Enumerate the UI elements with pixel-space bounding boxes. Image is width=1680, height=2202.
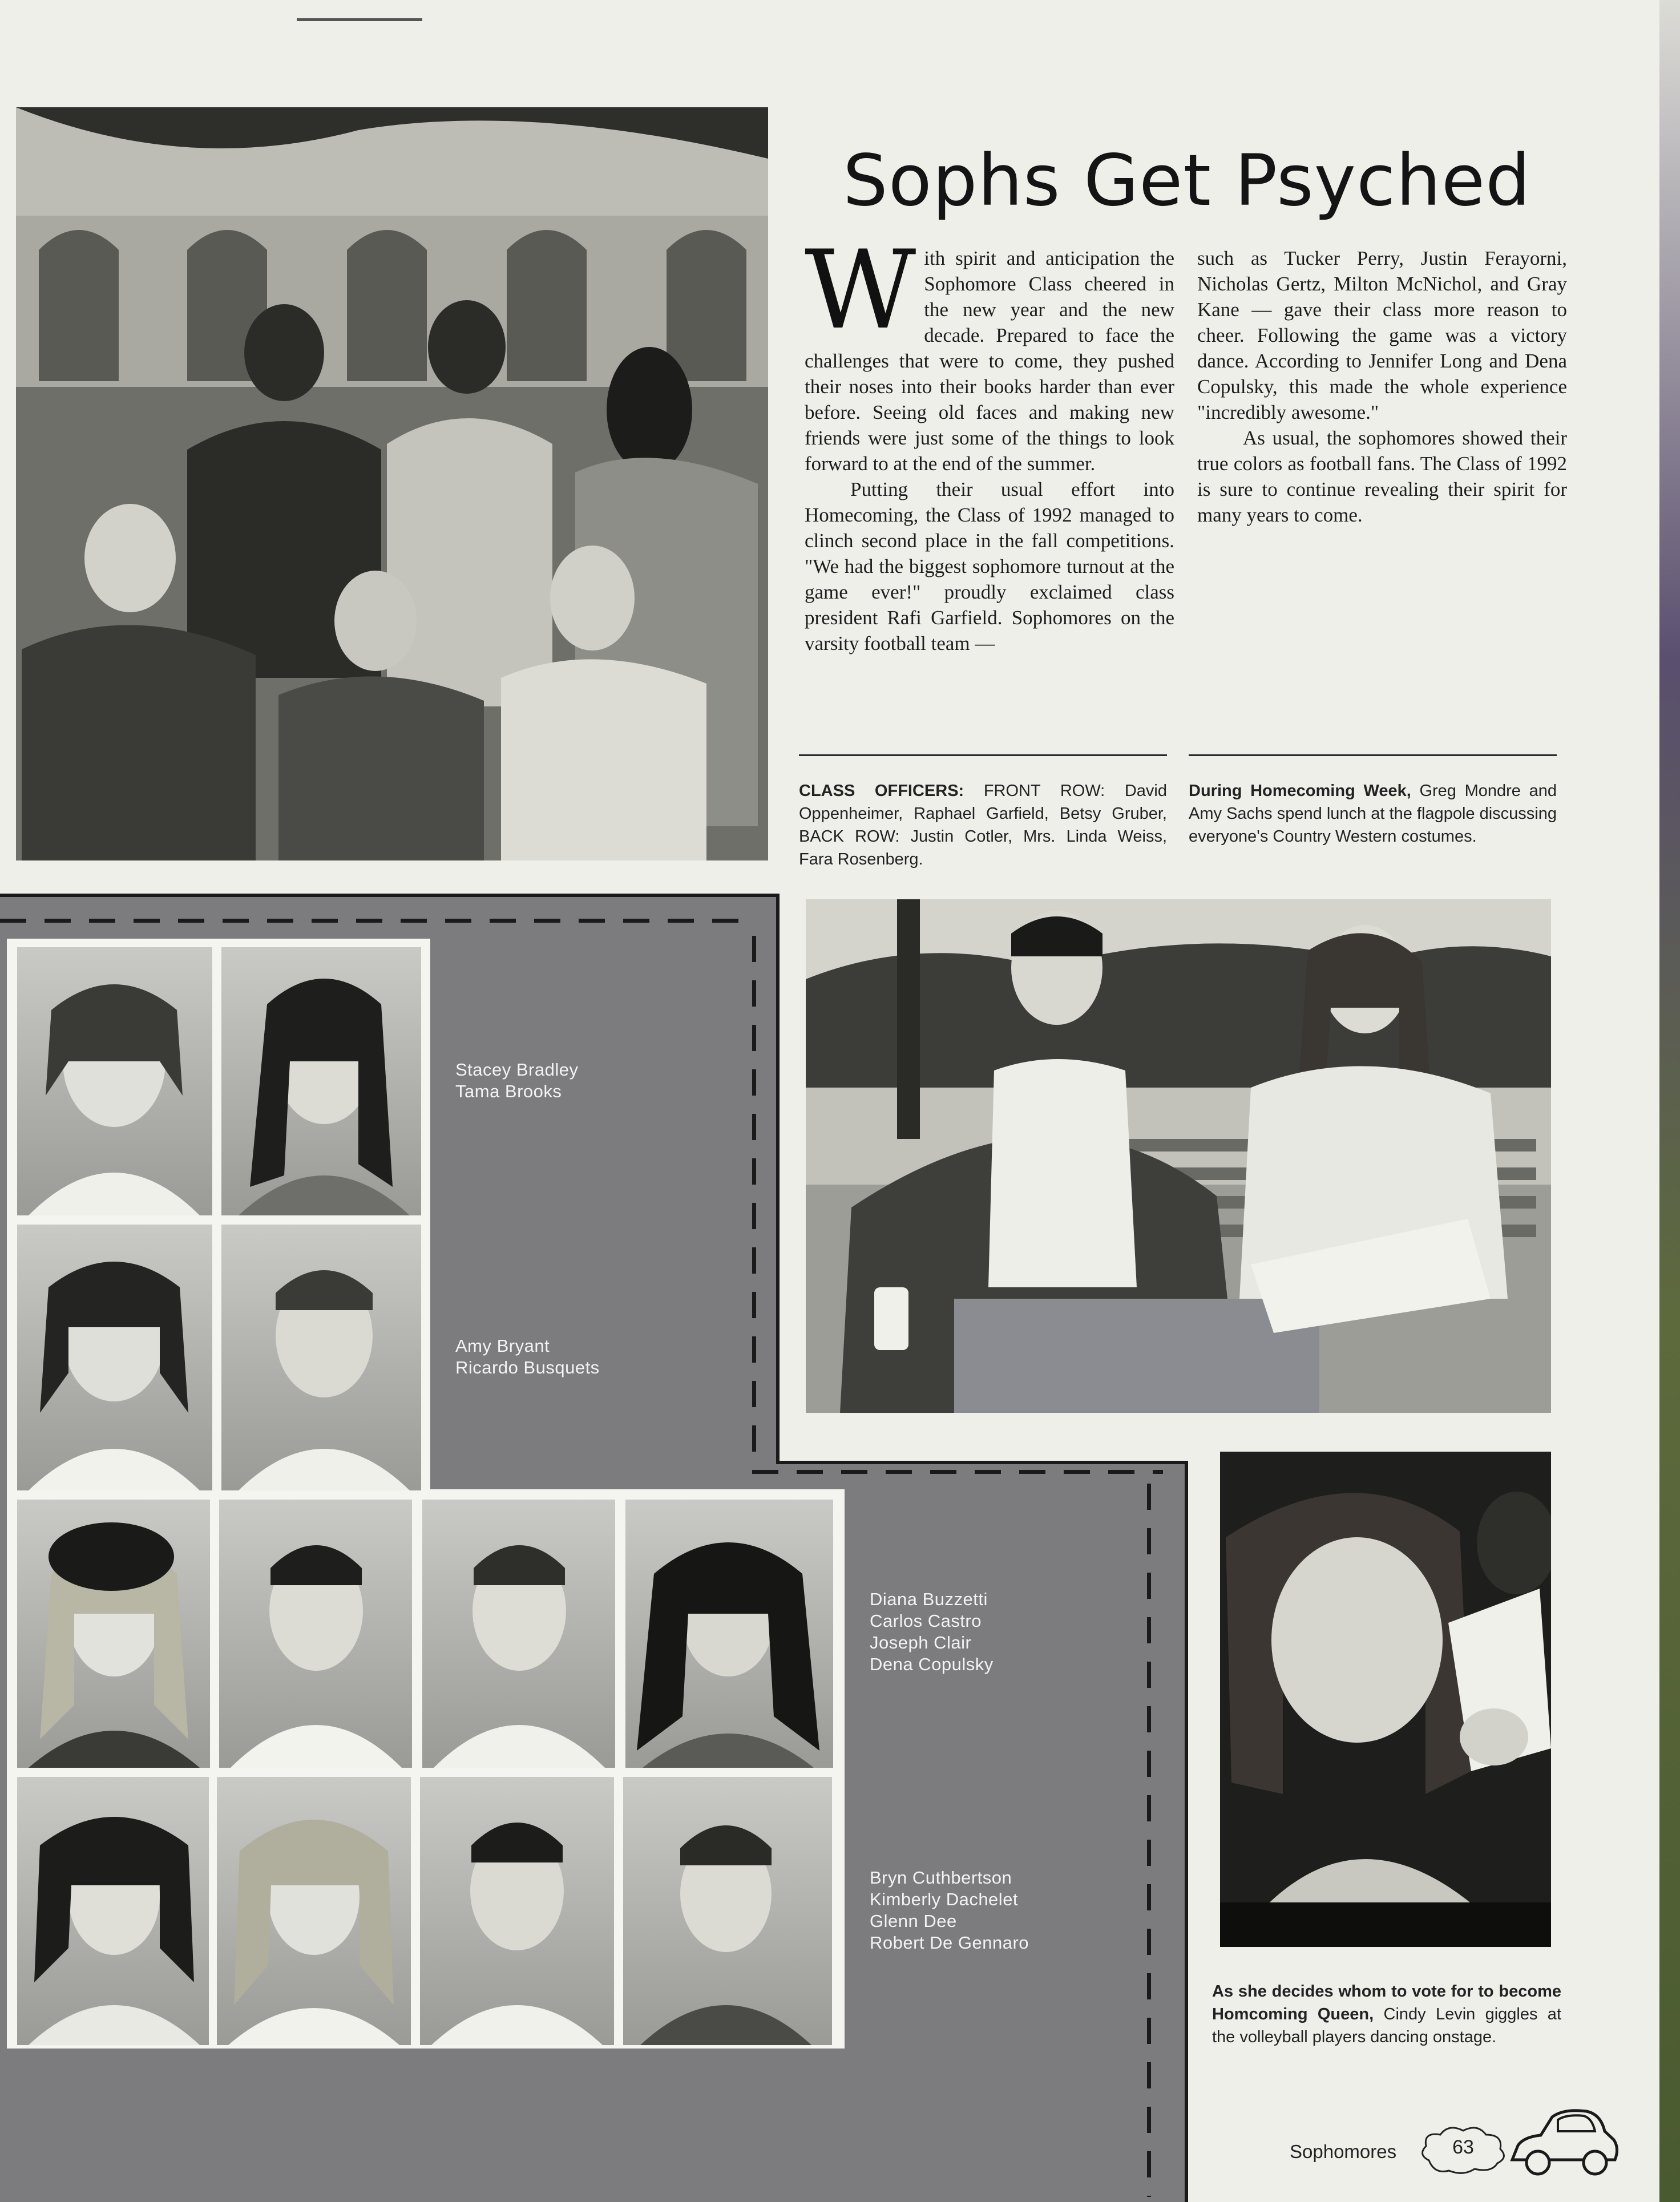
article-column-1 [805,227,1174,656]
panel-border [1185,1461,1188,2202]
homecoming-week-caption [1189,779,1557,848]
panel-border [776,894,780,1464]
portrait-photo [625,1500,833,1768]
portrait-photo [221,947,421,1215]
article-paragraph: Putting their usual effort into Homecoming, the Class of 1992 managed to clinch second place in the fall competitions. "We had the biggest sophomore turnout at the game ever!" proudly exclaimed class president Rafi Garfield. Sophomores on the varsity football team — [805,478,1174,654]
student-name: Tama Brooks [455,1081,562,1101]
portrait-photo [17,947,212,1215]
page-title: Sophs Get Psyched [843,140,1531,222]
article-column-2 [1197,245,1567,528]
homecoming-queen-photo [1220,1452,1551,1947]
student-name: Amy Bryant [455,1336,550,1356]
caption-text: FRONT ROW: David Oppenheimer, Raphael Garfield, Betsy Gruber, BACK ROW: Justin Cotler, Mrs. Linda Weiss, Fara Rosenberg. [799,782,1168,868]
portrait-photo [420,1777,614,2045]
class-officers-caption [799,779,1167,871]
student-name: Carlos Castro [870,1611,982,1631]
panel-border [0,894,780,897]
student-name: Ricardo Busquets [455,1357,600,1377]
portrait-names-group-2 [455,1335,600,1379]
panel-border [752,1470,1163,1474]
student-name: Stacey Bradley [455,1060,579,1080]
drop-cap: W [805,227,916,353]
panel-border [752,936,756,1472]
panel-border [0,919,742,923]
portrait-photo [17,1777,209,2045]
student-name: Robert De Gennaro [870,1933,1029,1953]
homecoming-bench-photo [806,899,1551,1413]
portrait-photo [221,1225,421,1490]
portrait-names-group-4 [870,1867,1029,1954]
portrait-names-group-1 [455,1059,579,1102]
article-paragraph: ith spirit and anticipation the Sophomore Class cheered in the new year and the new decade. Prepared to face the challenges that were to come, they pushed their noses into their books harder than ever before. Seeing old faces and making new friends were just some of the things to look forward to at the end of the summer. [805,247,1174,475]
panel-border [776,1461,1188,1464]
portrait-photo [17,1225,212,1490]
portrait-names-group-3 [870,1589,994,1675]
student-name: Bryn Cuthbertson [870,1868,1012,1888]
student-name: Joseph Clair [870,1633,972,1652]
student-name: Dena Copulsky [870,1654,994,1674]
page-edge [1659,0,1680,2202]
caption-lead: As she decides whom to vote for to become Homcoming Queen, [1212,1982,1561,2023]
article-paragraph: such as Tucker Perry, Justin Ferayorni, Nicholas Gertz, Milton McNichol, and Gray Kane — gave their class more reason to cheer. Following the game was a victory dance. According to Jennifer Long and Dena Copulsky, this made the whole experience "incredibly awesome." [1197,247,1567,423]
car-icon [1507,2106,1621,2180]
caption-lead: CLASS OFFICERS: [799,782,964,800]
caption-rule [1189,754,1557,756]
page-number: 63 [1452,2136,1474,2158]
portrait-photo [17,1500,210,1768]
panel-border [1147,1484,1151,2197]
caption-text: Cindy Levin giggles at the volleyball players dancing onstage. [1212,2005,1561,2046]
portrait-photo [217,1777,411,2045]
caption-lead: During Homecoming Week, [1189,782,1411,800]
portrait-photo [422,1500,615,1768]
student-name: Diana Buzzetti [870,1589,988,1609]
student-name: Glenn Dee [870,1911,957,1931]
top-mark [297,18,422,21]
section-label: Sophomores [1290,2141,1397,2162]
caption-rule [799,754,1167,756]
class-officers-photo [16,107,768,860]
article-paragraph: As usual, the sophomores showed their true colors as football fans. The Class of 1992 is sure to continue revealing their spirit for many years to come. [1197,427,1567,526]
homecoming-queen-caption [1212,1980,1561,2049]
student-name: Kimberly Dachelet [870,1889,1019,1909]
caption-text: Greg Mondre and Amy Sachs spend lunch at the flagpole discussing everyone's Country Western costumes. [1189,782,1557,846]
portrait-photo [219,1500,412,1768]
page-number-cloud [1418,2120,1509,2177]
portrait-photo [623,1777,832,2045]
